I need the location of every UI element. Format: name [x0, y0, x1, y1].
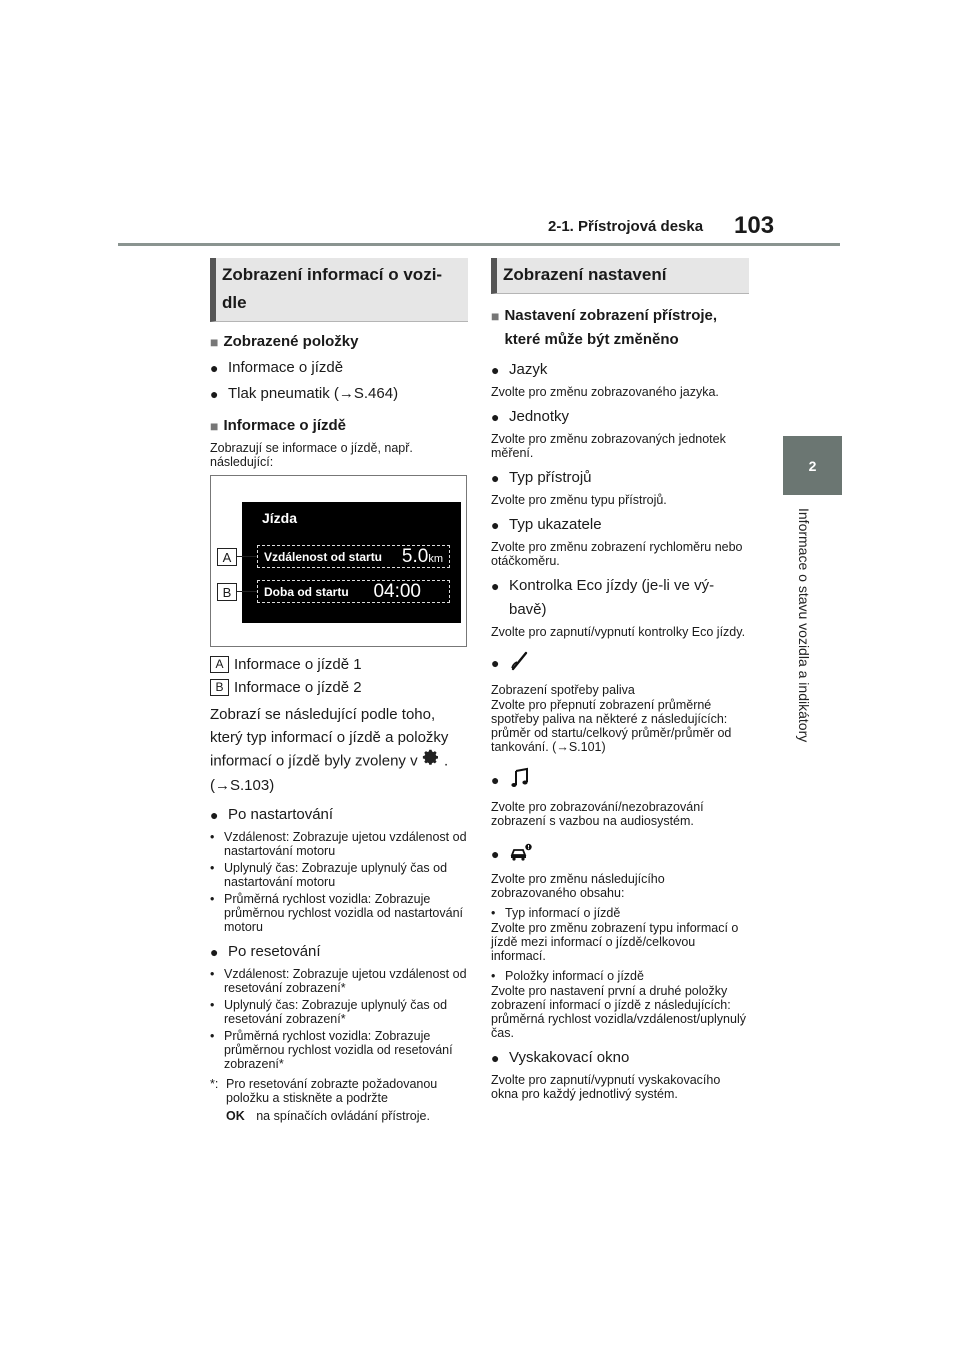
- footnote-mark: *:: [210, 1077, 219, 1091]
- dot-bullet-icon: ●: [210, 807, 219, 823]
- car-info-icon: [509, 842, 533, 867]
- sub-bullet: • Vzdálenost: Zobrazuje ujetou vzdálenost od nastartování motoru: [210, 830, 467, 858]
- sub-bullet-text: Typ informací o jízdě: [505, 906, 621, 920]
- dot-bullet-icon: ●: [210, 360, 219, 376]
- setting-label-line: Kontrolka Eco jízdy (je-li ve vý-: [509, 577, 715, 594]
- trip-info-row-b: [257, 580, 450, 603]
- setting-desc: Zvolte pro změnu následujícího zobrazovaného obsahu:: [491, 872, 665, 900]
- dot-bullet-icon: ●: [491, 1050, 500, 1066]
- setting-desc: Zvolte pro zapnutí/vypnutí kontrolky Eco jízdy.: [491, 625, 746, 639]
- list-item-text: Informace o jízdě: [228, 359, 344, 376]
- sub-bullet: • Uplynulý čas: Zobrazuje uplynulý čas od resetování zobrazení*: [210, 998, 468, 1026]
- legend-item-b: [210, 676, 468, 699]
- subheading-displayed-items: [210, 330, 468, 354]
- dot-bullet-icon: ●: [491, 655, 500, 671]
- sub-bullet: • Vzdálenost: Zobrazuje ujetou vzdálenost od resetování zobrazení*: [210, 967, 467, 995]
- subheading-line: které může být změněno: [504, 331, 679, 348]
- section-title-line-2: dle: [222, 293, 247, 312]
- list-item: [210, 382, 468, 406]
- callout-a: A: [217, 548, 237, 566]
- setting-language: [491, 358, 749, 382]
- legend-text: Informace o jízdě 2: [234, 679, 362, 696]
- square-bullet-icon: ■: [491, 308, 500, 324]
- music-note-icon: [509, 767, 531, 794]
- paragraph-line: Zobrazí se následující podle toho,: [210, 706, 436, 723]
- sub-bullet-text: Vzdálenost: Zobrazuje ujetou vzdálenost od nastartování motoru: [224, 830, 467, 858]
- sub-bullet: • Průměrná rychlost vozidla: Zobrazuje průměrnou rychlost vozidla od nastartování motoru: [210, 892, 468, 934]
- setting-desc: Zvolte pro změnu zobrazovaného jazyka.: [491, 385, 719, 399]
- subheading-text: Zobrazené položky: [223, 333, 359, 350]
- sub-bullet: • Položky informací o jízdě: [491, 969, 644, 983]
- sub-bullet-text: Uplynulý čas: Zobrazuje uplynulý čas od resetování zobrazení*: [224, 998, 448, 1026]
- setting-eco: [491, 574, 749, 622]
- dot-bullet-icon: ●: [491, 409, 500, 425]
- setting-desc: Zvolte pro nastavení první a druhé položky zobrazení informací o jízdě z následujících: průměrná rychlost vozidla/vzdálenost/uplynulý čas.: [491, 984, 746, 1040]
- running-header: 2-1. Přístrojová deska: [548, 218, 704, 235]
- page-number: 103: [734, 212, 775, 239]
- dot-bullet-icon: ●: [491, 772, 500, 788]
- setting-label: Jednotky: [509, 408, 570, 425]
- sub-bullet-text: Průměrná rychlost vozidla: Zobrazuje průměrnou rychlost vozidla od resetování zobrazení*: [224, 1029, 453, 1071]
- row-unit: km: [428, 552, 443, 565]
- row-label: Doba od startu: [264, 584, 349, 599]
- row-value: 04:00: [373, 580, 421, 602]
- setting-label: Typ přístrojů: [509, 469, 592, 486]
- square-bullet-icon: ■: [210, 334, 219, 350]
- setting-desc: Zvolte pro změnu zobrazení typu informací o jízdě mezi informací o jízdě/celkovou informací.: [491, 921, 739, 963]
- sub-bullet-text: Položky informací o jízdě: [505, 969, 644, 983]
- dot-bullet-icon: ●: [491, 517, 500, 533]
- footnote-text: Pro resetování zobrazte požadovanou položku a stiskněte a podržte: [226, 1077, 438, 1105]
- dot-bullet-icon: ●: [491, 362, 500, 378]
- trip-info-paragraph: [210, 703, 468, 797]
- left-column: [210, 258, 468, 1123]
- setting-label: [509, 574, 714, 622]
- setting-desc-title: Zobrazení spotřeby paliva: [491, 683, 635, 697]
- setting-desc: Zvolte pro změnu zobrazovaných jednotek měření.: [491, 432, 726, 460]
- dot-bullet-icon: ●: [210, 386, 219, 402]
- trip-info-intro: Zobrazují se informace o jízdě, např. následující:: [210, 441, 413, 469]
- sub-bullet: • Uplynulý čas: Zobrazuje uplynulý čas od nastartování motoru: [210, 861, 468, 889]
- list-item-text: Po resetování: [228, 943, 321, 960]
- trip-info-row-a: [257, 545, 450, 568]
- list-item-text: Tlak pneumatik (→S.464): [228, 385, 399, 402]
- square-bullet-icon: ■: [210, 418, 219, 434]
- setting-drive-info: [491, 842, 749, 866]
- legend-key: A: [210, 656, 229, 673]
- setting-gauge-type: [491, 466, 749, 490]
- setting-label: Jazyk: [509, 361, 548, 378]
- legend-key: B: [210, 679, 229, 696]
- paragraph-text: .: [443, 752, 449, 770]
- dot-bullet-icon: ●: [491, 470, 500, 486]
- header-rule: [118, 243, 840, 246]
- setting-indicator-type: [491, 513, 749, 537]
- subheading-text: Informace o jízdě: [223, 417, 346, 434]
- section-title-vehicle-info: [210, 258, 468, 322]
- setting-desc: Zvolte pro změnu zobrazení rychloměru nebo otáčkoměru.: [491, 540, 743, 568]
- ok-button-icon: OK: [226, 1109, 245, 1123]
- callout-b: B: [217, 583, 237, 601]
- legend-text: Informace o jízdě 1: [234, 656, 362, 673]
- paragraph-text: informací o jízdě byly zvoleny v: [210, 752, 418, 770]
- list-item: [210, 356, 468, 380]
- setting-audio: [491, 768, 749, 792]
- dot-bullet-icon: ●: [491, 846, 500, 862]
- setting-label-line: bavě): [509, 601, 547, 618]
- chapter-title: Informace o stavu vozidla a indikátory: [796, 508, 812, 743]
- sub-bullet-text: Uplynulý čas: Zobrazuje uplynulý čas od nastartování motoru: [224, 861, 448, 889]
- row-label: Vzdálenost od startu: [264, 549, 383, 564]
- sub-bullet: • Průměrná rychlost vozidla: Zobrazuje průměrnou rychlost vozidla od resetování zobrazení*: [210, 1029, 468, 1071]
- setting-desc: Zvolte pro přepnutí zobrazení průměrné spotřeby paliva na některé z následujících: průměr od startu/celkový průměr/průměr od tankování. (→S.101): [491, 698, 732, 754]
- paragraph-line: který typ informací o jízdě a položky: [210, 729, 449, 746]
- subheading-changeable: [491, 304, 749, 352]
- subheading-trip-info: [210, 414, 468, 438]
- footnote: [210, 1077, 468, 1123]
- setting-desc: Zvolte pro zapnutí/vypnutí vyskakovacího okna pro každý jednotlivý systém.: [491, 1073, 721, 1101]
- list-item-after-start: [210, 803, 468, 827]
- gear-icon: [422, 749, 440, 774]
- trip-info-figure: [210, 475, 467, 647]
- row-value: 5.0: [401, 545, 429, 567]
- sub-bullet: • Typ informací o jízdě: [491, 906, 621, 920]
- leader-line: [237, 556, 257, 557]
- leader-line: [237, 591, 257, 592]
- setting-desc: Zvolte pro změnu typu přístrojů.: [491, 493, 667, 507]
- section-title-line-1: Zobrazení informací o vozi-: [222, 265, 443, 284]
- paragraph-line: [210, 749, 468, 774]
- legend-item-a: [210, 653, 468, 676]
- section-title-settings: Zobrazení nastavení: [491, 258, 749, 294]
- dot-bullet-icon: ●: [491, 578, 500, 594]
- setting-desc: Zvolte pro zobrazování/nezobrazování zobrazení s vazbou na audiosystém.: [491, 800, 704, 828]
- setting-popup: [491, 1046, 749, 1070]
- screen-title: Jízda: [262, 510, 298, 526]
- sub-bullet-text: Vzdálenost: Zobrazuje ujetou vzdálenost od resetování zobrazení*: [224, 967, 467, 995]
- paragraph-line: (→S.103): [210, 777, 275, 794]
- setting-label: Typ ukazatele: [509, 516, 602, 533]
- subheading-text: [504, 304, 717, 352]
- right-column: [491, 258, 749, 1101]
- sub-bullet-text: Průměrná rychlost vozidla: Zobrazuje průměrnou rychlost vozidla od nastartování motoru: [224, 892, 464, 934]
- setting-fuel: [491, 651, 749, 675]
- list-item-text: Po nastartování: [228, 806, 334, 823]
- subheading-line: Nastavení zobrazení přístroje,: [504, 307, 718, 324]
- fuel-pen-icon: [509, 650, 531, 677]
- list-item-after-reset: [210, 940, 468, 964]
- footnote-text: na spínačích ovládání přístroje.: [256, 1109, 430, 1123]
- setting-units: [491, 405, 749, 429]
- display-screen: [242, 502, 461, 623]
- chapter-tab: 2: [783, 436, 842, 495]
- setting-label: Vyskakovací okno: [509, 1049, 630, 1066]
- dot-bullet-icon: ●: [210, 944, 219, 960]
